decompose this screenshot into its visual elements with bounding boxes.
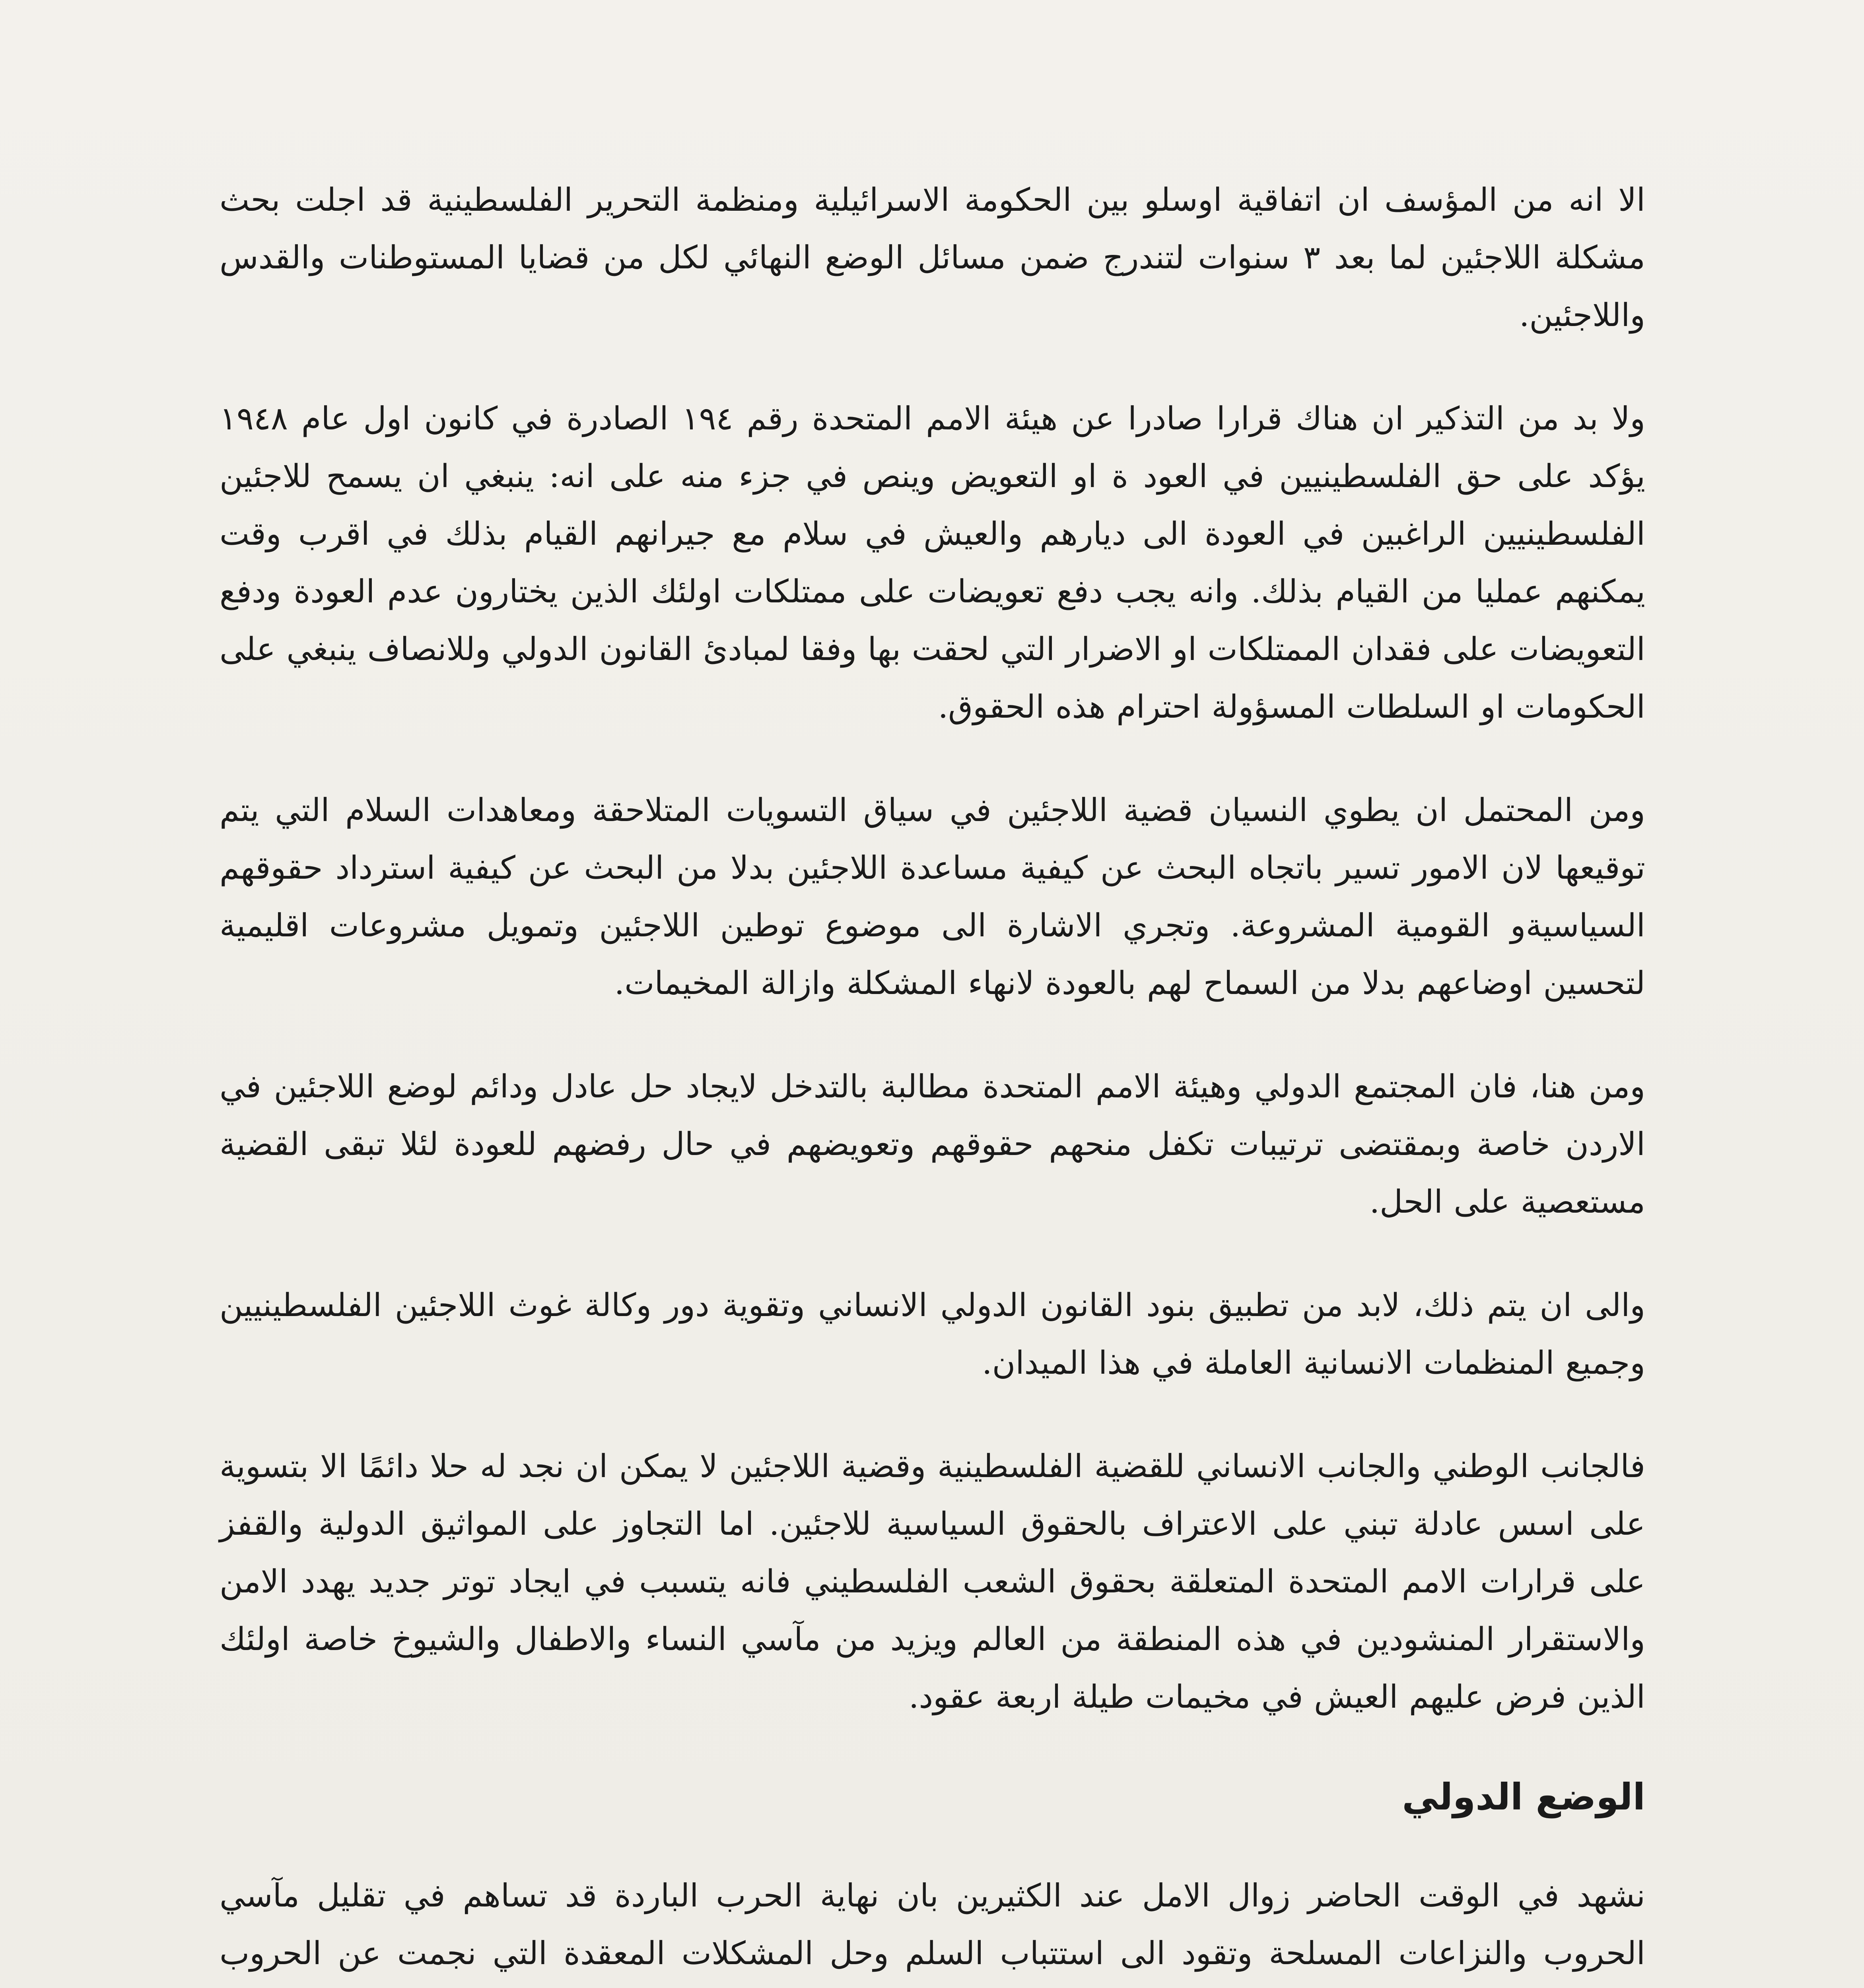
- section-heading: الوضع الدولي: [1402, 1776, 1645, 1818]
- paragraph-resolution-194: ولا بد من التذكير ان هناك قرارا صادرا عن هيئة الامم المتحدة رقم ١٩٤ الصادرة في كانون اول عام ١٩٤٨ يؤكد على حق الفلسطينيين في العود ة او التعويض وينص في جزء منه على انه: ينبغي ان يسمح للاجئين الفلسطينيين الراغبين في العودة الى ديارهم والعيش في سلام مع جيرانهم القيام بذلك في اقرب وقت يمكنهم عمليا من القيام بذلك. وانه يجب دفع تعويضات على ممتلكات اولئك الذين يختارون عدم العودة ودفع التعويضات على فقدان الممتلكات او الاضرار التي لحقت بها وفقا لمبادئ القانون الدولي وللانصاف ينبغي على الحكومات او السلطات المسؤولة احترام هذه الحقوق.: [220, 400, 1646, 725]
- paragraph-oslo: الا انه من المؤسف ان اتفاقية اوسلو بين الحكومة الاسرائيلية ومنظمة التحرير الفلسطينية قد اجلت بحث مشكلة اللاجئين لما بعد ٣ سنوات لتندرج ضمن مسائل الوضع النهائي لكل من قضايا المستوطنات والقدس واللاجئين.: [220, 181, 1646, 334]
- paragraph-national-aspect: فالجانب الوطني والجانب الانساني للقضية الفلسطينية وقضية اللاجئين لا يمكن ان نجد له حلا دائمًا الا بتسوية على اسس عادلة تبني على الاعتراف بالحقوق السياسية للاجئين. اما التجاوز على المواثيق الدولية والقفز على قرارات الامم المتحدة المتعلقة بحقوق الشعب الفلسطيني فانه يتسبب في ايجاد توتر جديد يهدد الامن والاستقرار المنشودين في هذه المنطقة من العالم ويزيد من مآسي النساء والاطفال والشيوخ خاصة اولئك الذين فرض عليهم العيش في مخيمات طيلة اربعة عقود.: [220, 1448, 1645, 1715]
- document-body: [220, 171, 1645, 1988]
- paragraph-humanitarian-law: والى ان يتم ذلك، لابد من تطبيق بنود القانون الدولي الانساني وتقوية دور وكالة غوث اللاجئين الفلسطينيين وجميع المنظمات الانسانية العاملة في هذا الميدان.: [220, 1287, 1645, 1381]
- paragraph-international-community: ومن هنا، فان المجتمع الدولي وهيئة الامم المتحدة مطالبة بالتدخل لايجاد حل عادل ودائم لوضع اللاجئين في الاردن خاصة وبمقتضى ترتيبات تكفل منحهم حقوقهم وتعويضهم في حال رفضهم للعودة لئلا تبقى القضية مستعصية على الحل.: [220, 1068, 1645, 1220]
- paragraph-cold-war: نشهد في الوقت الحاضر زوال الامل عند الكثيرين بان نهاية الحرب الباردة قد تساهم في تقليل مآسي الحروب والنزاعات المسلحة وتقود الى استتباب السلم وحل المشكلات المعقدة التي نجمت عن الحروب: [220, 1877, 1645, 1972]
- paragraph-forgetting: ومن المحتمل ان يطوي النسيان قضية اللاجئين في سياق التسويات المتلاحقة ومعاهدات السلام التي يتم توقيعها لان الامور تسير باتجاه البحث عن كيفية مساعدة اللاجئين بدلا من البحث عن كيفية استرداد حقوقهم السياسيةو القومية المشروعة. وتجري الاشارة الى موضوع توطين اللاجئين وتمويل مشروعات اقليمية لتحسين اوضاعهم بدلا من السماح لهم بالعودة لانهاء المشكلة وازالة المخيمات.: [220, 792, 1645, 1002]
